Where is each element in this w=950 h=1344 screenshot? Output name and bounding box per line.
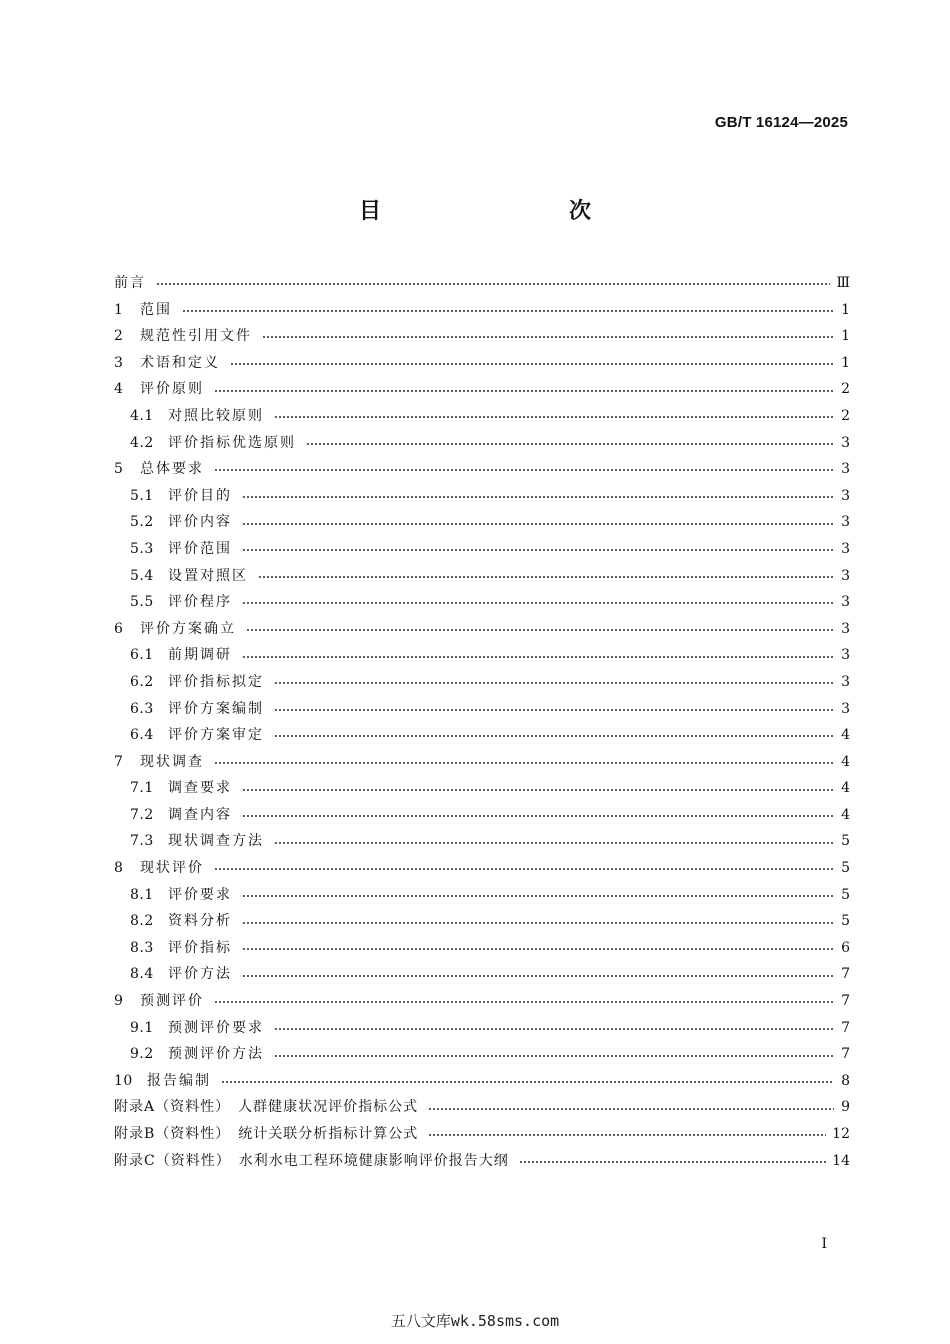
toc-entry-title: 评价方案编制: [168, 700, 264, 717]
toc-entry-title: 评价方法: [168, 966, 232, 983]
toc-entry-title: 现状调查: [140, 753, 204, 770]
toc-entry-title: 调查内容: [168, 806, 232, 823]
dot-leader: [258, 576, 834, 578]
dot-leader: [214, 390, 834, 392]
toc-entry[interactable]: [114, 749, 850, 776]
toc-entry-number: 10: [114, 1072, 133, 1089]
toc-entry-page: 3: [841, 567, 850, 584]
toc-entry[interactable]: [114, 483, 850, 510]
dot-leader: [242, 975, 834, 977]
table-of-contents: [114, 270, 850, 1174]
toc-entry[interactable]: [114, 828, 850, 855]
toc-entry[interactable]: [114, 456, 850, 483]
toc-entry-title: 范围: [140, 301, 172, 318]
dot-leader: [242, 549, 834, 551]
toc-entry-number: 5.5: [130, 594, 154, 611]
toc-entry[interactable]: [114, 722, 850, 749]
dot-leader: [156, 283, 830, 285]
toc-entry-title: 评价方案审定: [168, 727, 264, 744]
dot-leader: [214, 868, 834, 870]
toc-entry-title: 评价程序: [168, 594, 232, 611]
toc-entry-title: 总体要求: [140, 461, 204, 478]
dot-leader: [242, 815, 834, 817]
toc-entry[interactable]: [114, 1068, 850, 1095]
toc-entry-title: 评价要求: [168, 886, 232, 903]
toc-entry-number: 7: [114, 753, 124, 770]
toc-entry-page: Ⅲ: [836, 275, 850, 291]
toc-entry-page: 12: [832, 1126, 850, 1142]
dot-leader: [274, 735, 834, 737]
toc-entry-title: 调查要求: [168, 780, 232, 797]
toc-entry[interactable]: [114, 563, 850, 590]
toc-entry-number: 6.2: [130, 673, 154, 690]
toc-entry[interactable]: [114, 988, 850, 1015]
toc-entry-page: 3: [841, 673, 850, 690]
watermark-text: 五八文库wk.58sms.com: [390, 1312, 560, 1330]
toc-entry-title: 前期调研: [168, 647, 232, 664]
toc-entry[interactable]: [114, 1121, 850, 1148]
toc-entry[interactable]: [114, 1094, 850, 1121]
standard-code: GB/T 16124—2025: [714, 114, 848, 131]
toc-entry[interactable]: [114, 908, 850, 935]
dot-leader: [242, 496, 834, 498]
toc-entry[interactable]: [114, 696, 850, 723]
dot-leader: [519, 1161, 826, 1163]
toc-entry-page: 1: [841, 301, 850, 318]
toc-entry[interactable]: [114, 509, 850, 536]
toc-entry-number: 5.2: [130, 514, 154, 531]
toc-entry-number: 8.4: [130, 966, 154, 983]
toc-entry[interactable]: [114, 642, 850, 669]
dot-leader: [230, 363, 834, 365]
toc-entry[interactable]: [114, 961, 850, 988]
toc-entry-title: 评价指标优选原则: [168, 434, 296, 451]
toc-entry-page: 3: [841, 461, 850, 478]
dot-leader: [274, 416, 834, 418]
toc-entry[interactable]: [114, 1148, 850, 1175]
toc-entry-page: 7: [841, 1046, 850, 1063]
toc-entry-title: 术语和定义: [140, 354, 220, 371]
toc-entry-page: 4: [841, 727, 850, 744]
toc-entry-page: 5: [841, 886, 850, 903]
toc-entry-title: 评价方案确立: [140, 620, 236, 637]
toc-entry-page: 1: [841, 328, 850, 345]
toc-entry-title: 附录C（资料性） 水利水电工程环境健康影响评价报告大纲: [114, 1152, 509, 1169]
toc-entry-page: 4: [841, 753, 850, 770]
toc-entry-title: 附录B（资料性） 统计关联分析指标计算公式: [114, 1126, 419, 1142]
toc-entry-title: 资料分析: [168, 913, 232, 930]
toc-entry-page: 5: [841, 913, 850, 930]
dot-leader: [214, 1001, 834, 1003]
dot-leader: [274, 682, 834, 684]
toc-entry-page: 3: [841, 434, 850, 451]
toc-entry-number: 9.2: [130, 1046, 154, 1063]
toc-entry[interactable]: [114, 1041, 850, 1068]
dot-leader: [242, 948, 834, 950]
toc-entry-number: 1: [114, 301, 124, 318]
toc-entry-title: 预测评价: [140, 993, 204, 1010]
toc-entry-page: 4: [841, 806, 850, 823]
toc-entry-title: 评价内容: [168, 514, 232, 531]
toc-entry-title: 预测评价方法: [168, 1046, 264, 1063]
toc-entry-page: 7: [841, 966, 850, 983]
toc-entry-number: 6.1: [130, 647, 154, 664]
toc-entry-page: 3: [841, 594, 850, 611]
toc-entry-title: 预测评价要求: [168, 1019, 264, 1036]
toc-entry-page: 2: [841, 407, 850, 424]
toc-entry-page: 7: [841, 993, 850, 1010]
toc-entry-page: 5: [841, 833, 850, 850]
toc-title: 目 次: [358, 199, 639, 224]
toc-entry-title: 评价指标: [168, 939, 232, 956]
toc-entry-page: 14: [832, 1152, 850, 1169]
toc-entry-number: 9: [114, 993, 124, 1010]
toc-entry[interactable]: [114, 270, 850, 297]
dot-leader: [274, 709, 834, 711]
toc-entry-number: 8.1: [130, 886, 154, 903]
toc-entry[interactable]: [114, 376, 850, 403]
dot-leader: [242, 789, 834, 791]
toc-entry-number: 6.3: [130, 700, 154, 717]
toc-entry-page: 3: [841, 487, 850, 504]
dot-leader: [262, 336, 834, 338]
dot-leader: [214, 469, 834, 471]
toc-entry-number: 5.4: [130, 567, 154, 584]
toc-entry-number: 6: [114, 620, 124, 637]
toc-entry-number: 4.2: [130, 434, 154, 451]
toc-entry-title: 对照比较原则: [168, 407, 264, 424]
toc-entry[interactable]: [114, 775, 850, 802]
toc-entry-page: 6: [841, 939, 850, 956]
toc-entry-number: 5.3: [130, 540, 154, 557]
dot-leader: [214, 762, 834, 764]
toc-entry-page: 3: [841, 540, 850, 557]
dot-leader: [428, 1108, 834, 1110]
toc-entry[interactable]: [114, 323, 850, 350]
dot-leader: [242, 523, 834, 525]
toc-entry[interactable]: [114, 430, 850, 457]
toc-entry-number: 6.4: [130, 727, 154, 744]
page-folio: I: [821, 1236, 827, 1252]
toc-entry[interactable]: [114, 536, 850, 563]
toc-entry-number: 3: [114, 354, 124, 371]
dot-leader: [274, 842, 834, 844]
dot-leader: [242, 656, 834, 658]
toc-entry-title: 设置对照区: [168, 567, 248, 584]
toc-entry-page: 3: [841, 647, 850, 664]
toc-entry-number: 7.3: [130, 833, 154, 850]
toc-entry-page: 3: [841, 514, 850, 531]
toc-entry[interactable]: [114, 669, 850, 696]
toc-entry-title: 现状评价: [140, 860, 204, 877]
toc-entry[interactable]: [114, 350, 850, 377]
toc-entry[interactable]: [114, 589, 850, 616]
toc-entry-number: 4: [114, 381, 124, 398]
toc-entry[interactable]: [114, 855, 850, 882]
toc-entry-page: 1: [841, 354, 850, 371]
toc-entry-title: 评价范围: [168, 540, 232, 557]
toc-entry[interactable]: [114, 802, 850, 829]
dot-leader: [242, 895, 834, 897]
toc-entry-page: 3: [841, 620, 850, 637]
toc-entry-title: 报告编制: [147, 1072, 211, 1089]
toc-entry-page: 3: [841, 700, 850, 717]
toc-entry[interactable]: [114, 297, 850, 324]
toc-entry-title: 前言: [114, 275, 146, 291]
toc-entry-page: 2: [841, 381, 850, 398]
dot-leader: [246, 629, 834, 631]
toc-entry-title: 评价原则: [140, 381, 204, 398]
toc-entry-title: 评价指标拟定: [168, 673, 264, 690]
toc-entry-number: 7.1: [130, 780, 154, 797]
toc-entry-page: 9: [841, 1099, 850, 1116]
dot-leader: [428, 1134, 826, 1136]
toc-entry-number: 8: [114, 860, 124, 877]
dot-leader: [274, 1055, 834, 1057]
dot-leader: [242, 602, 834, 604]
toc-entry[interactable]: [114, 1015, 850, 1042]
toc-entry-number: 5.1: [130, 487, 154, 504]
toc-entry-page: 4: [841, 780, 850, 797]
toc-entry-title: 规范性引用文件: [140, 328, 252, 345]
toc-entry-number: 8.3: [130, 939, 154, 956]
toc-entry[interactable]: [114, 616, 850, 643]
toc-entry-title: 评价目的: [168, 487, 232, 504]
toc-entry-number: 9.1: [130, 1019, 154, 1036]
toc-entry-page: 8: [841, 1072, 850, 1089]
toc-entry[interactable]: [114, 403, 850, 430]
toc-entry-page: 7: [841, 1019, 850, 1036]
dot-leader: [242, 922, 834, 924]
toc-entry-number: 8.2: [130, 913, 154, 930]
toc-entry-page: 5: [841, 860, 850, 877]
toc-entry-title: 现状调查方法: [168, 833, 264, 850]
toc-entry-number: 7.2: [130, 806, 154, 823]
toc-entry-number: 5: [114, 461, 124, 478]
toc-entry-title: 附录A（资料性） 人群健康状况评价指标公式: [114, 1099, 419, 1116]
dot-leader: [221, 1081, 834, 1083]
dot-leader: [182, 310, 834, 312]
toc-entry[interactable]: [114, 882, 850, 909]
toc-entry-number: 2: [114, 328, 124, 345]
dot-leader: [274, 1028, 834, 1030]
toc-entry-number: 4.1: [130, 407, 154, 424]
dot-leader: [306, 443, 834, 445]
toc-entry[interactable]: [114, 935, 850, 962]
